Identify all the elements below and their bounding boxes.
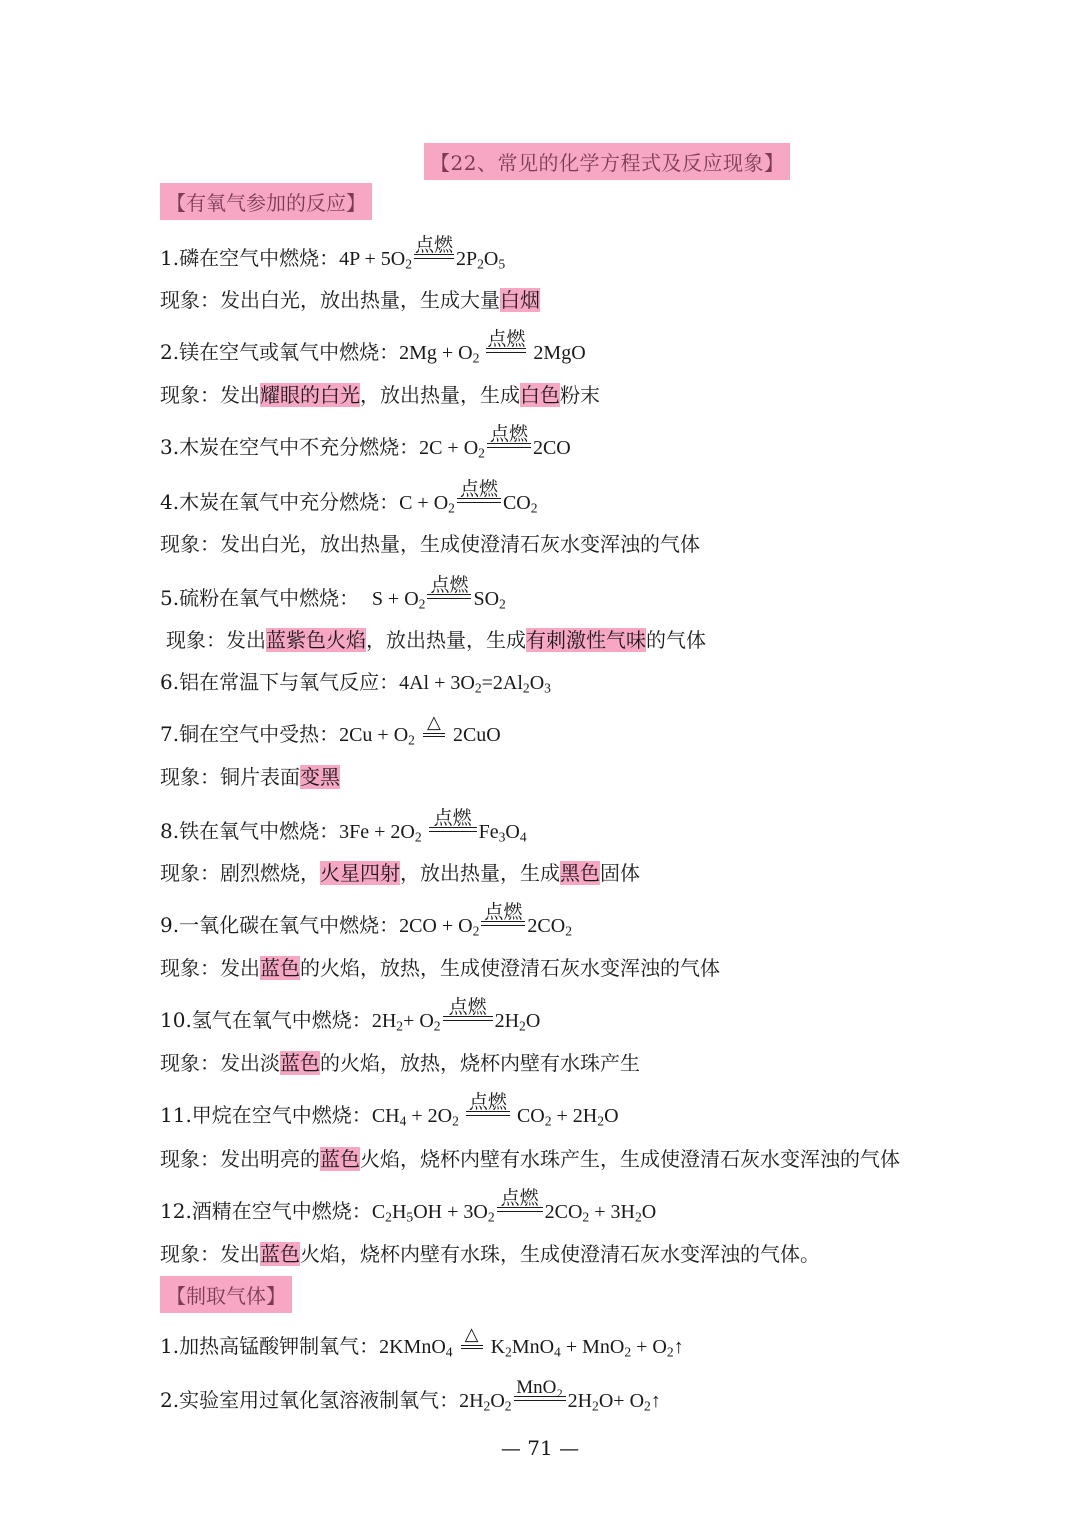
- condition-heat: △: [427, 712, 441, 733]
- gas-reaction-2: [160, 1376, 661, 1414]
- highlight: 变黑: [300, 765, 340, 789]
- reaction-3: [160, 423, 571, 461]
- reaction-12: [160, 1187, 657, 1225]
- highlight: 耀眼的白光: [260, 383, 360, 407]
- equation: $2CO + O_2$ 点燃 $2CO_2$: [399, 901, 572, 939]
- reaction-label: 12.酒精在空气中燃烧：: [160, 1199, 372, 1223]
- highlight: 白烟: [500, 288, 540, 312]
- equation: $2H_2O_2$ MnO₂ $2H_2O+$ $O_2↑$: [459, 1376, 661, 1414]
- section-heading-oxygen: 【有氧气参加的反应】: [160, 183, 372, 220]
- phenomenon-1: 现象：发出白光，放出热量，生成大量白烟: [160, 288, 540, 312]
- condition-ignite: 点燃: [468, 1091, 507, 1113]
- condition-ignite: 点燃: [500, 1187, 539, 1209]
- equation: $4Al + 3O_2=2Al_2O_3$: [399, 672, 551, 696]
- reaction-label: 3.木炭在空气中不充分燃烧：: [160, 435, 420, 459]
- reaction-8: [160, 807, 527, 845]
- reaction-1: [160, 234, 506, 272]
- reaction-label: 8.铁在氧气中燃烧：: [160, 819, 340, 843]
- reaction-label: 1.加热高锰酸钾制氧气：: [160, 1334, 380, 1358]
- reaction-label: 11.甲烷在空气中燃烧：: [160, 1103, 372, 1127]
- equation: $2H_2+ O_2$ 点燃 $2H_2O$: [371, 996, 541, 1034]
- reaction-5: [160, 574, 506, 612]
- highlight: 蓝色: [280, 1051, 320, 1075]
- page-title: 【22、常见的化学方程式及反应现象】: [424, 143, 790, 180]
- reaction-label: 9.一氧化碳在氧气中燃烧：: [160, 913, 400, 937]
- reaction-11: [160, 1091, 619, 1129]
- phenomenon-4: 现象：发出白光，放出热量，生成使澄清石灰水变浑浊的气体: [160, 532, 700, 556]
- condition-catalyst: MnO₂: [516, 1376, 563, 1398]
- page-number: — 71 —: [500, 1436, 580, 1460]
- highlight: 蓝色: [260, 1242, 300, 1266]
- reaction-label: 4.木炭在氧气中充分燃烧：: [160, 490, 400, 514]
- condition-ignite: 点燃: [484, 901, 523, 923]
- reaction-2: [160, 328, 586, 366]
- reaction-4: [160, 478, 538, 516]
- condition-ignite: 点燃: [487, 328, 526, 350]
- reaction-label: 5.硫粉在氧气中燃烧：: [160, 586, 360, 610]
- highlight: 有刺激性气味: [526, 628, 646, 652]
- equation: $3Fe + 2O_2$ 点燃 $Fe_3O_4$: [339, 807, 527, 845]
- phenomenon-12: 现象：发出蓝色火焰，烧杯内壁有水珠，生成使澄清石灰水变浑浊的气体。: [160, 1242, 820, 1266]
- phenomenon-8: 现象：剧烈燃烧，火星四射，放出热量，生成黑色固体: [160, 861, 640, 885]
- equation: 2KMnO$_4$ △ $K_2MnO_4 + MnO_2$ + $O_2↑$: [379, 1324, 684, 1360]
- phenomenon-7: 现象：铜片表面变黑: [160, 765, 340, 789]
- phenomenon-10: 现象：发出淡蓝色的火焰，放热，烧杯内壁有水珠产生: [160, 1051, 640, 1075]
- reaction-label: 7.铜在空气中受热：: [160, 722, 340, 746]
- equation: $C + O_2$ 点燃 $CO_2$: [399, 478, 538, 516]
- equation: $C_2H_5OH + 3O_2$ 点燃 $2CO_2 + 3H_2O$: [371, 1187, 657, 1225]
- equation: $4P + 5O_2$ 点燃 $2P_2O_5$: [339, 234, 506, 272]
- equation: $S + O_2$ 点燃 $SO_2$: [371, 574, 506, 612]
- condition-ignite: 点燃: [489, 423, 528, 445]
- highlight: 蓝色: [320, 1147, 360, 1171]
- highlight: 火星四射: [320, 861, 400, 885]
- highlight: 蓝紫色火焰: [266, 628, 366, 652]
- condition-ignite: 点燃: [430, 574, 469, 596]
- phenomenon-2: 现象：发出耀眼的白光，放出热量，生成白色粉末: [160, 383, 600, 407]
- reaction-10: [160, 996, 541, 1034]
- condition-ignite: 点燃: [448, 996, 487, 1018]
- condition-ignite: 点燃: [414, 234, 453, 256]
- condition-heat: △: [464, 1324, 479, 1345]
- equation: $2Cu + O_2$ △ 2CuO: [339, 712, 501, 748]
- equation: $2Mg + O_2$ 点燃 2MgO: [399, 328, 586, 366]
- reaction-7: [160, 712, 501, 748]
- reaction-label: 2.实验室用过氧化氢溶液制氧气：: [160, 1388, 460, 1412]
- section-heading-gas: 【制取气体】: [160, 1276, 292, 1313]
- equation: $CH_4 + 2O_2$ 点燃 $CO_2 + 2H_2O$: [371, 1091, 619, 1129]
- phenomenon-9: 现象：发出蓝色的火焰，放热，生成使澄清石灰水变浑浊的气体: [160, 956, 720, 980]
- phenomenon-5: 现象：发出蓝紫色火焰，放出热量，生成有刺激性气味的气体: [166, 628, 706, 652]
- reaction-6: [160, 666, 551, 695]
- reaction-label: 10.氢气在氧气中燃烧：: [160, 1008, 372, 1032]
- equation: $2C + O_2$ 点燃 2CO: [419, 423, 571, 461]
- condition-ignite: 点燃: [459, 478, 498, 500]
- reaction-9: [160, 901, 572, 939]
- highlight: 黑色: [560, 861, 600, 885]
- reaction-label: 1.磷在空气中燃烧：: [160, 246, 340, 270]
- condition-ignite: 点燃: [433, 807, 472, 829]
- highlight: 白色: [520, 383, 560, 407]
- highlight: 蓝色: [260, 956, 300, 980]
- phenomenon-11: 现象：发出明亮的蓝色火焰，烧杯内壁有水珠产生，生成使澄清石灰水变浑浊的气体: [160, 1147, 900, 1171]
- reaction-label: 2.镁在空气或氧气中燃烧：: [160, 340, 400, 364]
- gas-reaction-1: [160, 1324, 684, 1360]
- reaction-label: 6.铝在常温下与氧气反应：: [160, 670, 400, 694]
